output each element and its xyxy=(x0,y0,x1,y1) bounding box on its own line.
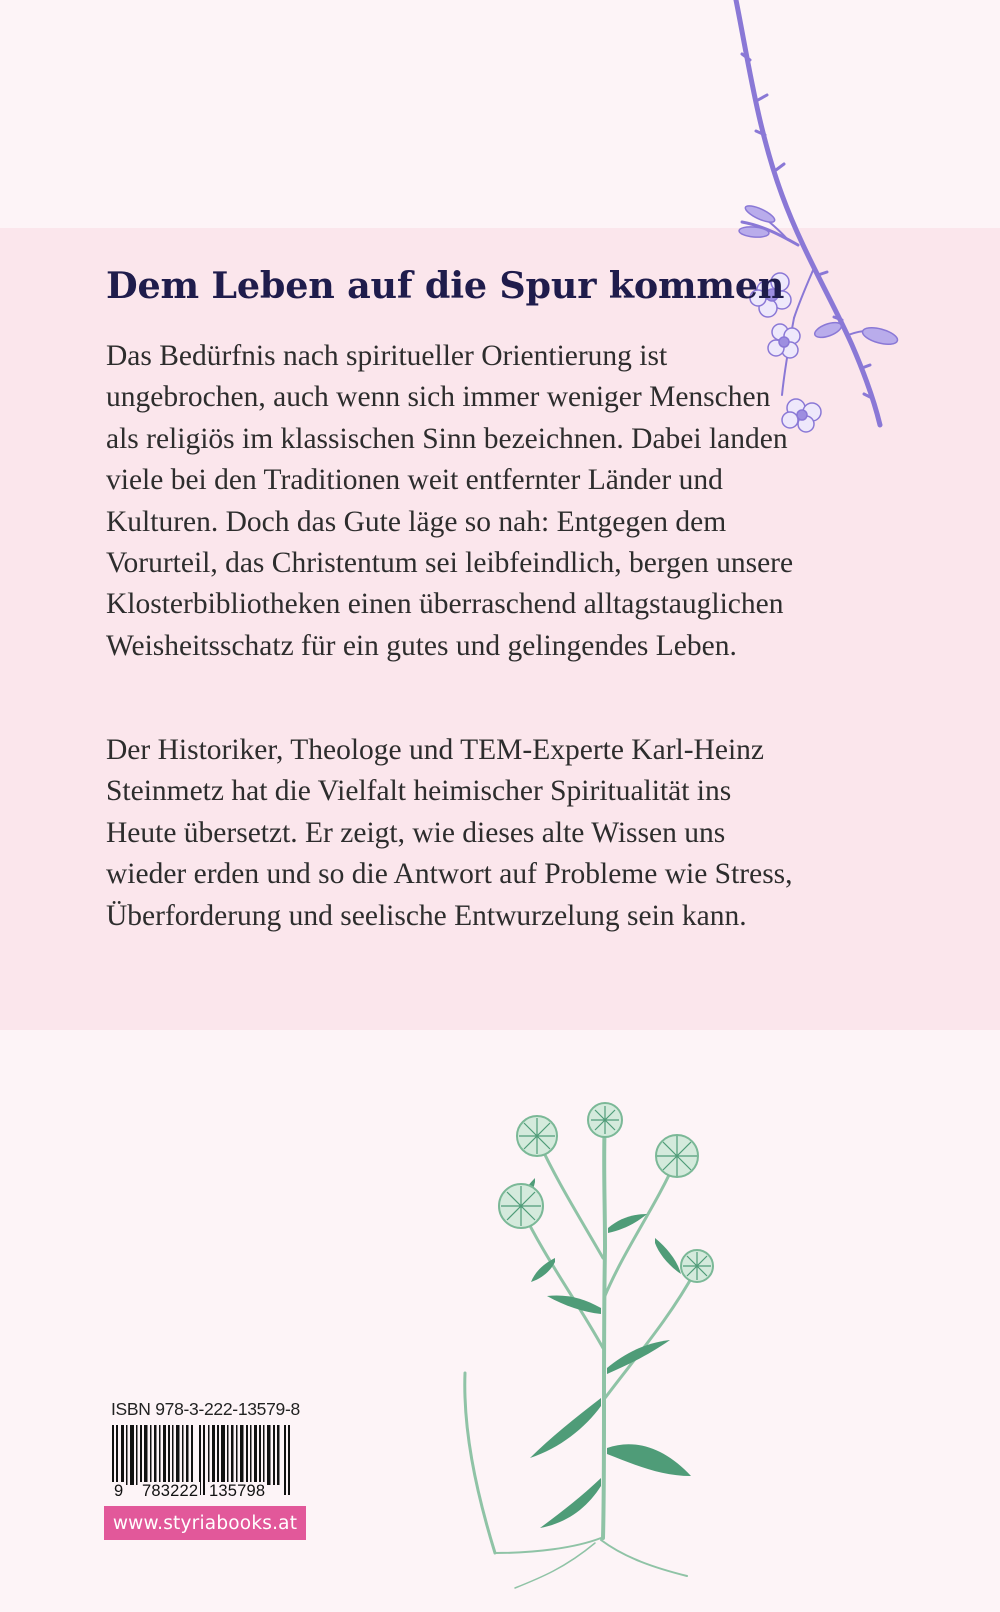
barcode-digits-right: 135798 xyxy=(209,1482,266,1500)
description-paragraph-1: Das Bedürfnis nach spiritueller Orientierung ist ungebrochen, auch wenn sich immer weniger Menschen als religiös im klassischen Sinn bezeichnen. Dabei landen viele bei den Traditionen weit entfernter Länder und Kulturen. Doch das Gute läge so nah: Entgegen dem Vorurteil, das Christentum sei leibfeindlich, bergen unsere Klosterbibliotheken einen überraschend alltagstauglichen Weisheitsschatz für ein gutes und gelingendes Leben. xyxy=(106,340,794,662)
flowering-plant-illustration xyxy=(455,1098,755,1598)
website-link[interactable]: www.styriabooks.at xyxy=(104,1506,306,1540)
isbn-barcode xyxy=(104,1423,304,1509)
barcode-digits-left: 783222 xyxy=(142,1482,199,1500)
section-heading: Dem Leben auf die Spur kommen xyxy=(106,264,785,307)
description-paragraph-2: Der Historiker, Theologe und TEM-Experte Karl-Heinz Steinmetz hat die Vielfalt heimischer Spiritualität ins Heute übersetzt. Er zeigt, wie dieses alte Wissen uns wieder erden und so die Antwort auf Probleme wie Stress, Überforderung und seelische Entwurzelung sein kann. xyxy=(106,734,793,932)
isbn-label: ISBN 978-3-222-13579-8 xyxy=(111,1399,300,1419)
barcode-digit-prefix: 9 xyxy=(114,1482,124,1500)
